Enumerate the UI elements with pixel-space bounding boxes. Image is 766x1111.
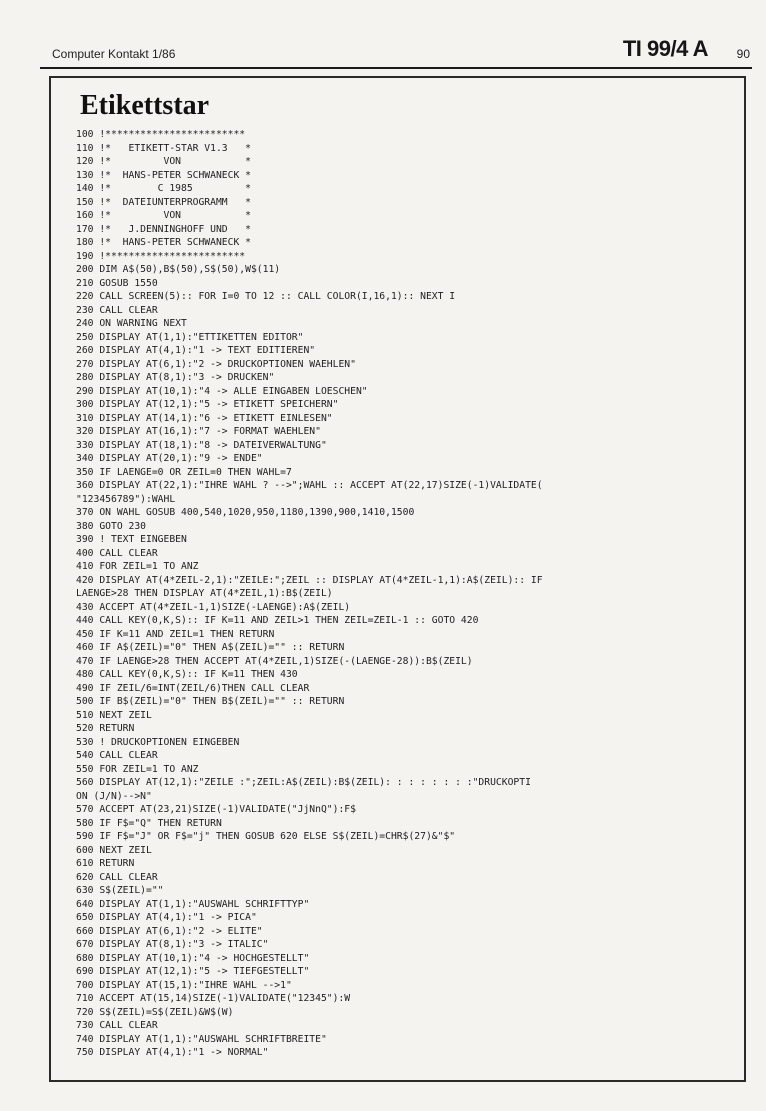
code-line: 600 NEXT ZEIL bbox=[76, 844, 152, 856]
code-line: 250 DISPLAY AT(1,1):"ETTIKETTEN EDITOR" bbox=[76, 331, 304, 343]
code-line: 500 IF B$(ZEIL)="0" THEN B$(ZEIL)="" :: RETURN bbox=[76, 696, 345, 707]
code-line: 430 ACCEPT AT(4*ZEIL-1,1)SIZE(-LAENGE):A$(ZEIL) bbox=[76, 601, 351, 613]
code-line: 460 IF A$(ZEIL)="0" THEN A$(ZEIL)="" :: RETURN bbox=[76, 642, 345, 653]
code-line: 110 !* ETIKETT-STAR V1.3 * bbox=[76, 142, 251, 154]
code-line: 650 DISPLAY AT(4,1):"1 -> PICA" bbox=[76, 912, 257, 923]
code-line: 530 ! DRUCKOPTIONEN EINGEBEN bbox=[76, 736, 240, 748]
code-line: 510 NEXT ZEIL bbox=[76, 709, 152, 721]
code-line: 690 DISPLAY AT(12,1):"5 -> TIEFGESTELLT" bbox=[76, 966, 310, 977]
code-line: 380 GOTO 230 bbox=[76, 520, 146, 532]
code-line: 630 S$(ZEIL)="" bbox=[76, 885, 164, 896]
code-line: 480 CALL KEY(0,K,S):: IF K=11 THEN 430 bbox=[76, 669, 298, 680]
code-line: 360 DISPLAY AT(22,1):"IHRE WAHL ? -->";WAHL :: ACCEPT AT(22,17)SIZE(-1)VALIDATE( bbox=[76, 480, 543, 491]
code-line: 440 CALL KEY(0,K,S):: IF K=11 AND ZEIL>1 THEN ZEIL=ZEIL-1 :: GOTO 420 bbox=[76, 615, 479, 626]
page-number: 90 bbox=[736, 47, 750, 61]
code-line: 730 CALL CLEAR bbox=[76, 1020, 158, 1031]
code-line: "123456789"):WAHL bbox=[76, 493, 176, 505]
code-line: 560 DISPLAY AT(12,1):"ZEILE :";ZEIL:A$(ZEIL):B$(ZEIL): : : : : : : :"DRUCKOPTI bbox=[76, 777, 531, 788]
code-line: 670 DISPLAY AT(8,1):"3 -> ITALIC" bbox=[76, 939, 269, 950]
code-line: 610 RETURN bbox=[76, 858, 135, 869]
code-line: 170 !* J.DENNINGHOFF UND * bbox=[76, 223, 251, 235]
code-line: 550 FOR ZEIL=1 TO ANZ bbox=[76, 763, 199, 775]
code-line: 270 DISPLAY AT(6,1):"2 -> DRUCKOPTIONEN WAEHLEN" bbox=[76, 358, 356, 370]
code-line: 200 DIM A$(50),B$(50),S$(50),W$(11) bbox=[76, 264, 281, 275]
code-line: 340 DISPLAY AT(20,1):"9 -> ENDE" bbox=[76, 453, 263, 464]
code-line: 310 DISPLAY AT(14,1):"6 -> ETIKETT EINLESEN" bbox=[76, 412, 333, 424]
code-line: 520 RETURN bbox=[76, 723, 135, 734]
code-line: 490 IF ZEIL/6=INT(ZEIL/6)THEN CALL CLEAR bbox=[76, 682, 310, 694]
code-line: 590 IF F$="J" OR F$="j" THEN GOSUB 620 ELSE S$(ZEIL)=CHR$(27)&"$" bbox=[76, 831, 456, 842]
section-title: TI 99/4 A bbox=[622, 36, 708, 61]
code-line: 220 CALL SCREEN(5):: FOR I=0 TO 12 :: CALL COLOR(I,16,1):: NEXT I bbox=[76, 291, 456, 302]
code-line: 320 DISPLAY AT(16,1):"7 -> FORMAT WAEHLEN" bbox=[76, 426, 321, 437]
code-line: 680 DISPLAY AT(10,1):"4 -> HOCHGESTELLT" bbox=[76, 952, 310, 964]
code-line: 470 IF LAENGE>28 THEN ACCEPT AT(4*ZEIL,1)SIZE(-(LAENGE-28)):B$(ZEIL) bbox=[76, 655, 473, 667]
code-line: 190 !************************ bbox=[76, 250, 246, 262]
code-line: 700 DISPLAY AT(15,1):"IHRE WAHL -->1" bbox=[76, 979, 292, 991]
code-line: 300 DISPLAY AT(12,1):"5 -> ETIKETT SPEICHERN" bbox=[76, 399, 339, 410]
code-line: 260 DISPLAY AT(4,1):"1 -> TEXT EDITIEREN" bbox=[76, 345, 316, 356]
article-title: Etikettstar bbox=[80, 90, 210, 121]
code-line: 230 CALL CLEAR bbox=[76, 304, 158, 316]
code-line: LAENGE>28 THEN DISPLAY AT(4*ZEIL,1):B$(ZEIL) bbox=[76, 588, 333, 599]
code-line: 660 DISPLAY AT(6,1):"2 -> ELITE" bbox=[76, 925, 263, 937]
code-line: 710 ACCEPT AT(15,14)SIZE(-1)VALIDATE("12345"):W bbox=[76, 993, 351, 1004]
code-line: 350 IF LAENGE=0 OR ZEIL=0 THEN WAHL=7 bbox=[76, 466, 292, 478]
code-line: 120 !* VON * bbox=[76, 156, 251, 167]
code-line: 160 !* VON * bbox=[76, 210, 251, 221]
code-line: 140 !* C 1985 * bbox=[76, 183, 251, 194]
code-line: 410 FOR ZEIL=1 TO ANZ bbox=[76, 561, 199, 572]
code-line: 390 ! TEXT EINGEBEN bbox=[76, 534, 187, 545]
code-line: 720 S$(ZEIL)=S$(ZEIL)&W$(W) bbox=[76, 1006, 234, 1018]
code-line: 580 IF F$="Q" THEN RETURN bbox=[76, 817, 222, 829]
code-line: 180 !* HANS-PETER SCHWANECK * bbox=[76, 237, 251, 248]
code-line: 750 DISPLAY AT(4,1):"1 -> NORMAL" bbox=[76, 1047, 269, 1058]
code-line: 620 CALL CLEAR bbox=[76, 871, 158, 883]
code-line: 100 !************************ bbox=[76, 129, 246, 140]
code-line: 130 !* HANS-PETER SCHWANECK * bbox=[76, 169, 251, 181]
page-header bbox=[40, 38, 750, 68]
code-line: 280 DISPLAY AT(8,1):"3 -> DRUCKEN" bbox=[76, 372, 275, 383]
code-line: 740 DISPLAY AT(1,1):"AUSWAHL SCHRIFTBREITE" bbox=[76, 1033, 327, 1045]
code-line: 370 ON WAHL GOSUB 400,540,1020,950,1180,1390,900,1410,1500 bbox=[76, 507, 415, 518]
code-line: 570 ACCEPT AT(23,21)SIZE(-1)VALIDATE("JjNnQ"):F$ bbox=[76, 804, 356, 815]
code-line: 150 !* DATEIUNTERPROGRAMM * bbox=[76, 196, 251, 208]
code-line: 640 DISPLAY AT(1,1):"AUSWAHL SCHRIFTTYP" bbox=[76, 898, 310, 910]
code-line: 420 DISPLAY AT(4*ZEIL-2,1):"ZEILE:";ZEIL :: DISPLAY AT(4*ZEIL-1,1):A$(ZEIL):: IF bbox=[76, 574, 543, 586]
code-line: 400 CALL CLEAR bbox=[76, 547, 158, 559]
code-line: 290 DISPLAY AT(10,1):"4 -> ALLE EINGABEN LOESCHEN" bbox=[76, 385, 368, 397]
code-line: ON (J/N)-->N" bbox=[76, 790, 152, 802]
header-rule bbox=[40, 67, 752, 69]
program-listing bbox=[76, 128, 741, 1060]
code-line: 240 ON WARNING NEXT bbox=[76, 318, 187, 329]
code-line: 450 IF K=11 AND ZEIL=1 THEN RETURN bbox=[76, 628, 275, 640]
code-line: 540 CALL CLEAR bbox=[76, 750, 158, 761]
code-line: 330 DISPLAY AT(18,1):"8 -> DATEIVERWALTUNG" bbox=[76, 439, 327, 451]
magazine-issue: Computer Kontakt 1/86 bbox=[52, 47, 176, 61]
code-line: 210 GOSUB 1550 bbox=[76, 277, 158, 289]
